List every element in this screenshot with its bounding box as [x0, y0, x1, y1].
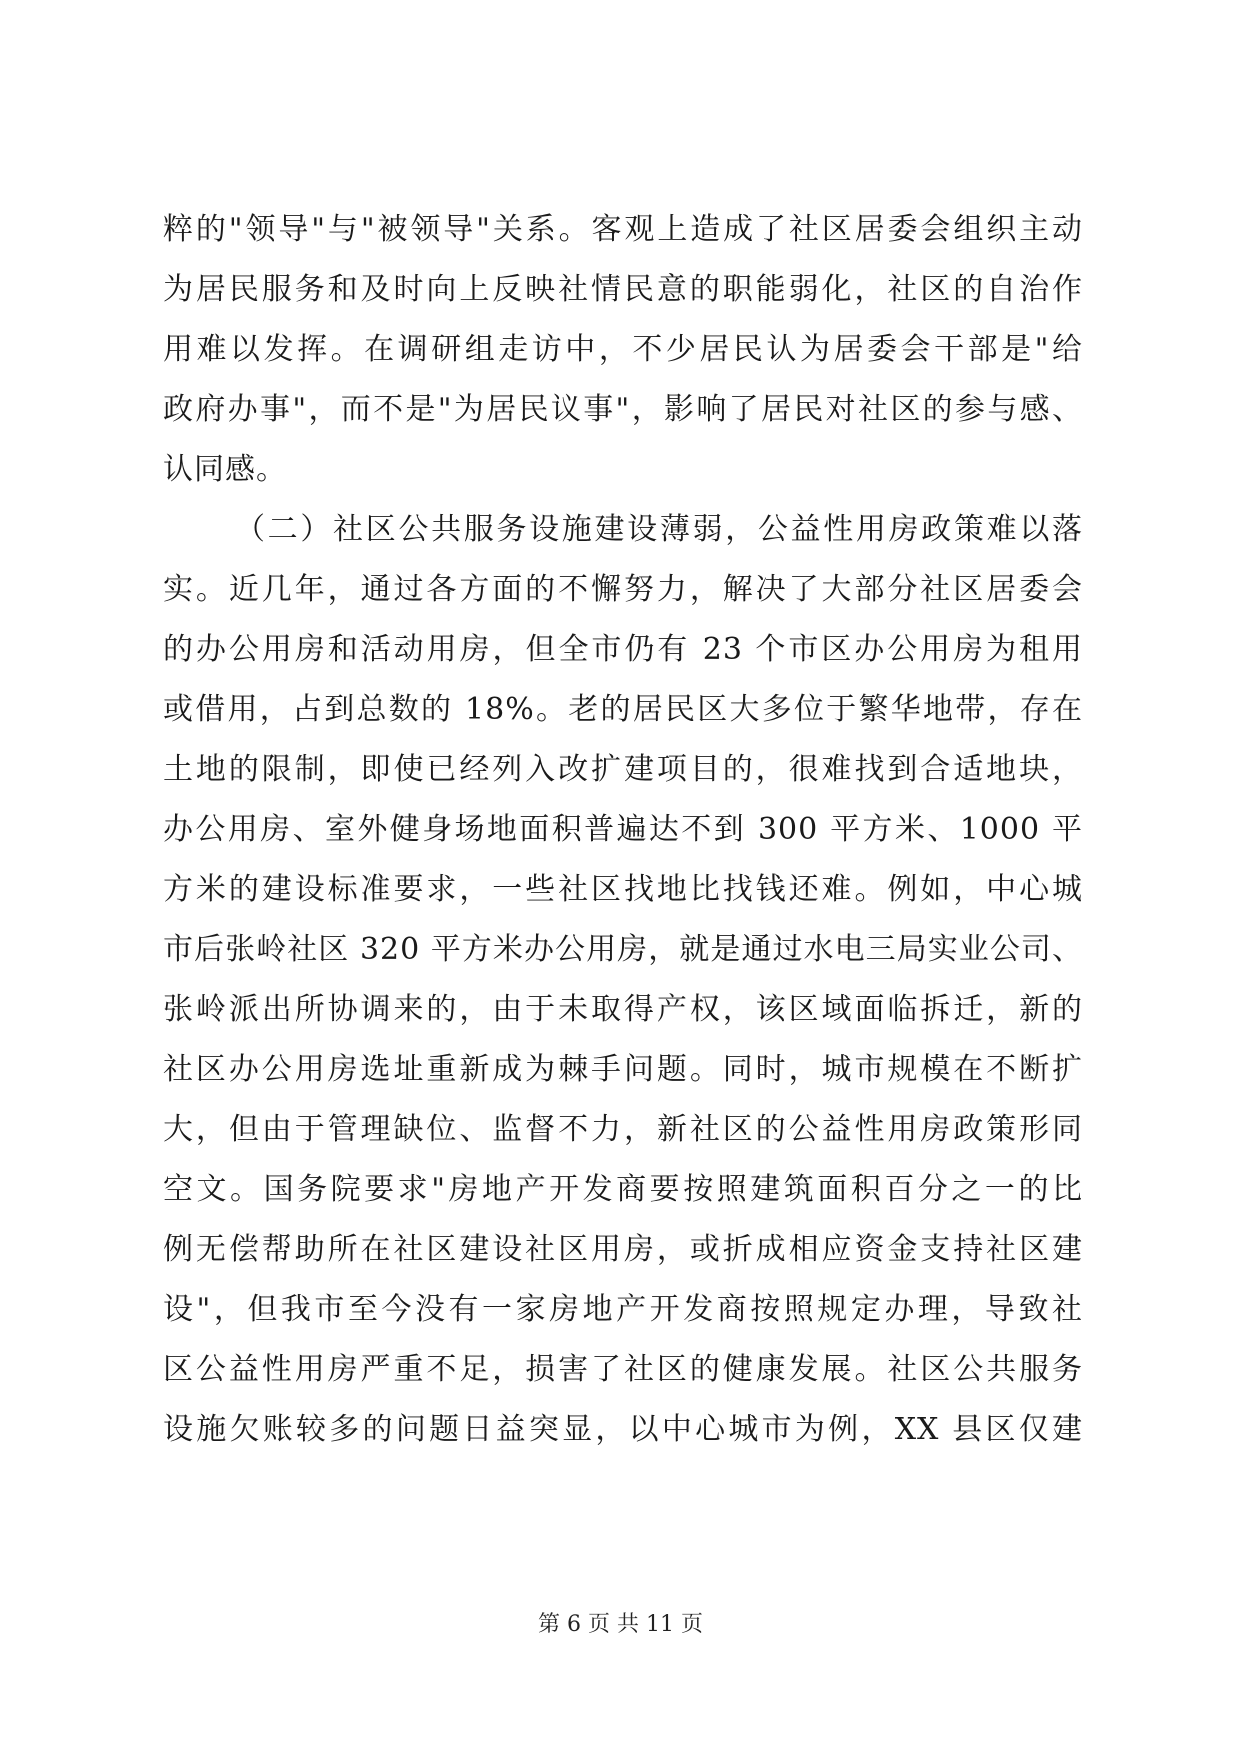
text-line: 社区办公用房选址重新成为棘手问题。同时，城市规模在不断扩 — [163, 1052, 1083, 1087]
text-line: 区公益性用房严重不足，损害了社区的健康发展。社区公共服务 — [163, 1352, 1083, 1387]
text-line: 政府办事"，而不是"为居民议事"，影响了居民对社区的参与感、 — [163, 392, 1083, 427]
text-line: 用难以发挥。在调研组走访中，不少居民认为居委会干部是"给 — [163, 332, 1083, 367]
text-line: 办公用房、室外健身场地面积普遍达不到 300 平方米、1000 平 — [163, 812, 1083, 847]
text-line: 实。近几年，通过各方面的不懈努力，解决了大部分社区居委会 — [163, 572, 1083, 607]
text-line: 大，但由于管理缺位、监督不力，新社区的公益性用房政策形同 — [163, 1112, 1083, 1147]
text-line: 设"，但我市至今没有一家房地产开发商按照规定办理，导致社 — [163, 1292, 1083, 1327]
text-line: 例无偿帮助所在社区建设社区用房，或折成相应资金支持社区建 — [163, 1232, 1083, 1267]
text-line: 的办公用房和活动用房，但全市仍有 23 个市区办公用房为租用 — [163, 632, 1083, 667]
text-line: 设施欠账较多的问题日益突显，以中心城市为例，XX 县区仅建 — [163, 1412, 1083, 1447]
text-line: 或借用，占到总数的 18%。老的居民区大多位于繁华地带，存在 — [163, 692, 1083, 727]
text-line: 市后张岭社区 320 平方米办公用房，就是通过水电三局实业公司、 — [163, 932, 1083, 967]
text-line: 空文。国务院要求"房地产开发商要按照建筑面积百分之一的比 — [163, 1172, 1083, 1207]
text-line: 方米的建设标准要求，一些社区找地比找钱还难。例如，中心城 — [163, 872, 1083, 907]
text-line: 张岭派出所协调来的，由于未取得产权，该区域面临拆迁，新的 — [163, 992, 1083, 1027]
text-line: 土地的限制，即使已经列入改扩建项目的，很难找到合适地块， — [163, 752, 1083, 787]
section-heading-line: （二）社区公共服务设施建设薄弱，公益性用房政策难以落 — [235, 512, 1083, 547]
text-line: 认同感。 — [163, 452, 287, 487]
text-line: 粹的"领导"与"被领导"关系。客观上造成了社区居委会组织主动 — [163, 212, 1083, 247]
text-line: 为居民服务和及时向上反映社情民意的职能弱化，社区的自治作 — [163, 272, 1083, 307]
page-number-footer: 第 6 页 共 11 页 — [538, 1612, 703, 1637]
